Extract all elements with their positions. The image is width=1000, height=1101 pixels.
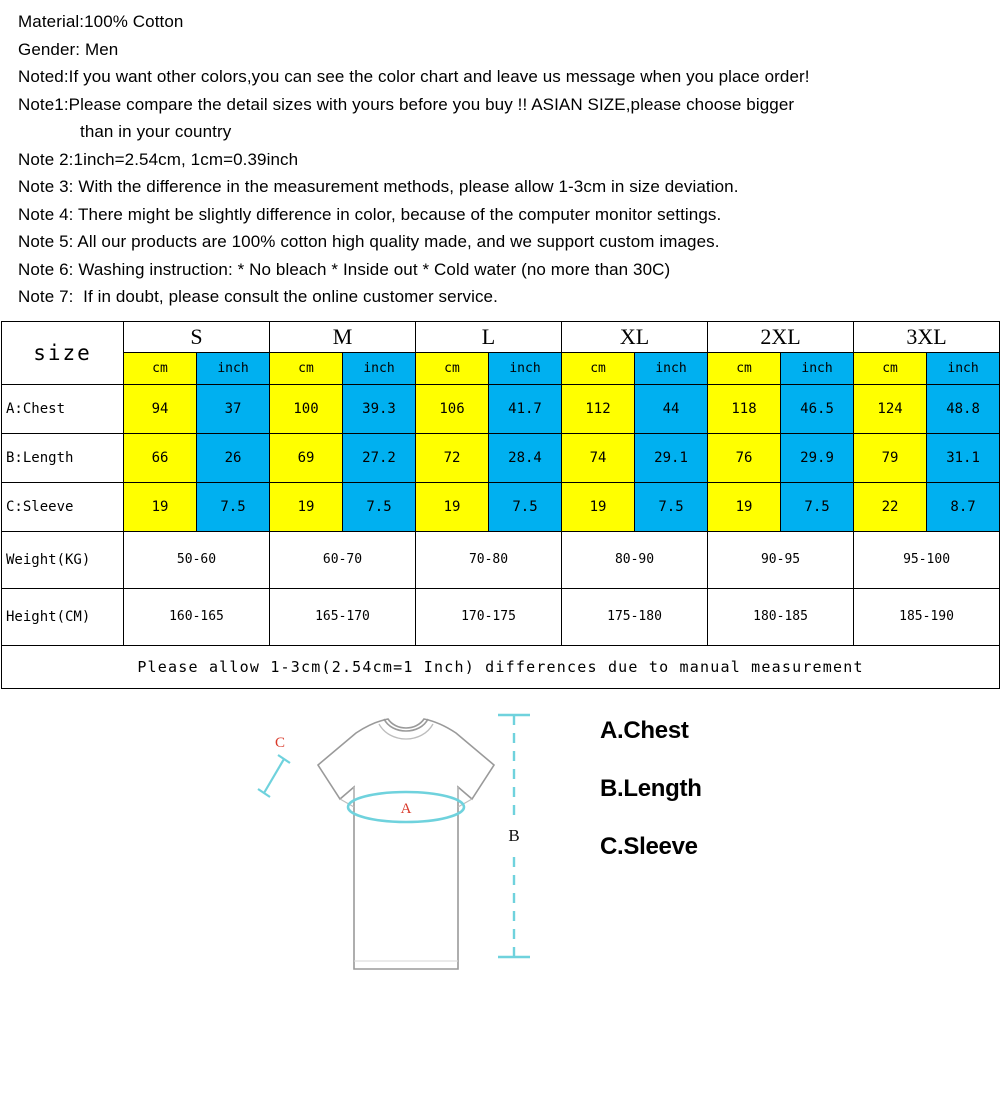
size-header-2xl: 2XL [708, 321, 854, 353]
cell-sleeve-inch: 7.5 [635, 482, 708, 531]
table-row-units [2, 353, 1000, 385]
size-chart-table-wrap [0, 321, 1000, 689]
cell-chest-cm: 100 [270, 384, 343, 433]
size-header-l: L [416, 321, 562, 353]
cell-chest-cm: 118 [708, 384, 781, 433]
unit-inch: inch [635, 353, 708, 385]
table-row-height [2, 588, 1000, 645]
cell-sleeve-cm: 19 [562, 482, 635, 531]
shirt-outline [318, 719, 494, 969]
note-line: Note1:Please compare the detail sizes with yours before you buy !! ASIAN SIZE,please choose bigger [18, 94, 795, 114]
note-line: Note 2:1inch=2.54cm, 1cm=0.39inch [18, 149, 299, 169]
note-line: Material:100% Cotton [18, 12, 184, 31]
size-header-3xl: 3XL [854, 321, 1000, 353]
cell-sleeve-inch: 7.5 [197, 482, 270, 531]
marker-c-label: C [274, 734, 286, 751]
cell-chest-cm: 112 [562, 384, 635, 433]
cell-weight: 70-80 [416, 531, 562, 588]
cell-sleeve-inch: 8.7 [927, 482, 1000, 531]
legend-item-chest: A.Chest [600, 716, 689, 744]
cell-sleeve-inch: 7.5 [781, 482, 854, 531]
size-header-m: M [270, 321, 416, 353]
row-label-sleeve: C:Sleeve [2, 482, 124, 531]
notes-block [0, 0, 1000, 311]
cell-sleeve-inch: 7.5 [343, 482, 416, 531]
cell-height: 185-190 [854, 588, 1000, 645]
length-measure-axis [470, 707, 580, 977]
cell-length-cm: 76 [708, 433, 781, 482]
size-header-s: S [124, 321, 270, 353]
row-label-length: B:Length [2, 433, 124, 482]
marker-a-label: A [400, 800, 412, 817]
cell-chest-inch: 37 [197, 384, 270, 433]
cell-sleeve-cm: 19 [124, 482, 197, 531]
unit-inch: inch [197, 353, 270, 385]
cell-length-cm: 74 [562, 433, 635, 482]
table-footer-row [2, 645, 1000, 688]
note-line: Note 4: There might be slightly difference in color, because of the computer monitor settings. [18, 204, 722, 224]
table-footer-note: Please allow 1-3cm(2.54cm=1 Inch) differences due to manual measurement [2, 645, 1000, 688]
sleeve-measure-line [264, 759, 284, 793]
cell-length-inch: 29.1 [635, 433, 708, 482]
table-row [2, 433, 1000, 482]
marker-b-label: B [508, 825, 520, 845]
legend-item-sleeve: C.Sleeve [600, 832, 698, 860]
size-header-xl: XL [562, 321, 708, 353]
table-row [2, 384, 1000, 433]
cell-length-cm: 79 [854, 433, 927, 482]
unit-cm: cm [270, 353, 343, 385]
note-line: Note 3: With the difference in the measurement methods, please allow 1-3cm in size deviation. [18, 177, 739, 197]
unit-cm: cm [416, 353, 489, 385]
note-line: Note 7: If in doubt, please consult the online customer service. [18, 287, 498, 307]
unit-cm: cm [562, 353, 635, 385]
cell-length-cm: 66 [124, 433, 197, 482]
note-line: Noted:If you want other colors,you can see the color chart and leave us message when you place order! [18, 67, 810, 87]
measurement-diagram [0, 703, 1000, 1023]
note-line: Note 6: Washing instruction: * No bleach * Inside out * Cold water (no more than 30C) [18, 259, 671, 279]
cell-chest-cm: 124 [854, 384, 927, 433]
cell-chest-cm: 106 [416, 384, 489, 433]
table-row-weight [2, 531, 1000, 588]
unit-cm: cm [708, 353, 781, 385]
row-label-chest: A:Chest [2, 384, 124, 433]
note-line: Note 5: All our products are 100% cotton high quality made, and we support custom images. [18, 232, 720, 252]
cell-weight: 95-100 [854, 531, 1000, 588]
unit-inch: inch [781, 353, 854, 385]
cell-length-cm: 72 [416, 433, 489, 482]
row-label-weight: Weight(KG) [2, 531, 124, 588]
note-line: Gender: Men [18, 39, 119, 59]
legend-item-length: B.Length [600, 774, 702, 802]
cell-length-inch: 29.9 [781, 433, 854, 482]
cell-length-cm: 69 [270, 433, 343, 482]
cell-length-inch: 28.4 [489, 433, 562, 482]
cell-weight: 90-95 [708, 531, 854, 588]
cell-sleeve-cm: 19 [708, 482, 781, 531]
cell-sleeve-inch: 7.5 [489, 482, 562, 531]
corner-label: size [2, 321, 124, 384]
cell-height: 165-170 [270, 588, 416, 645]
cell-chest-inch: 44 [635, 384, 708, 433]
cell-sleeve-cm: 19 [416, 482, 489, 531]
cell-chest-cm: 94 [124, 384, 197, 433]
cell-chest-inch: 48.8 [927, 384, 1000, 433]
row-label-height: Height(CM) [2, 588, 124, 645]
cell-sleeve-cm: 22 [854, 482, 927, 531]
cell-height: 180-185 [708, 588, 854, 645]
size-chart-table [1, 321, 1000, 689]
cell-chest-inch: 46.5 [781, 384, 854, 433]
unit-cm: cm [854, 353, 927, 385]
cell-chest-inch: 39.3 [343, 384, 416, 433]
unit-inch: inch [927, 353, 1000, 385]
note-line: than in your country [80, 122, 232, 142]
cell-length-inch: 26 [197, 433, 270, 482]
unit-inch: inch [343, 353, 416, 385]
unit-cm: cm [124, 353, 197, 385]
diagram-legend [600, 717, 702, 891]
cell-height: 160-165 [124, 588, 270, 645]
table-row [2, 482, 1000, 531]
cell-weight: 50-60 [124, 531, 270, 588]
cell-chest-inch: 41.7 [489, 384, 562, 433]
cell-weight: 80-90 [562, 531, 708, 588]
table-row-sizes [2, 321, 1000, 353]
cell-height: 175-180 [562, 588, 708, 645]
cell-length-inch: 27.2 [343, 433, 416, 482]
unit-inch: inch [489, 353, 562, 385]
cell-height: 170-175 [416, 588, 562, 645]
cell-sleeve-cm: 19 [270, 482, 343, 531]
cell-weight: 60-70 [270, 531, 416, 588]
cell-length-inch: 31.1 [927, 433, 1000, 482]
